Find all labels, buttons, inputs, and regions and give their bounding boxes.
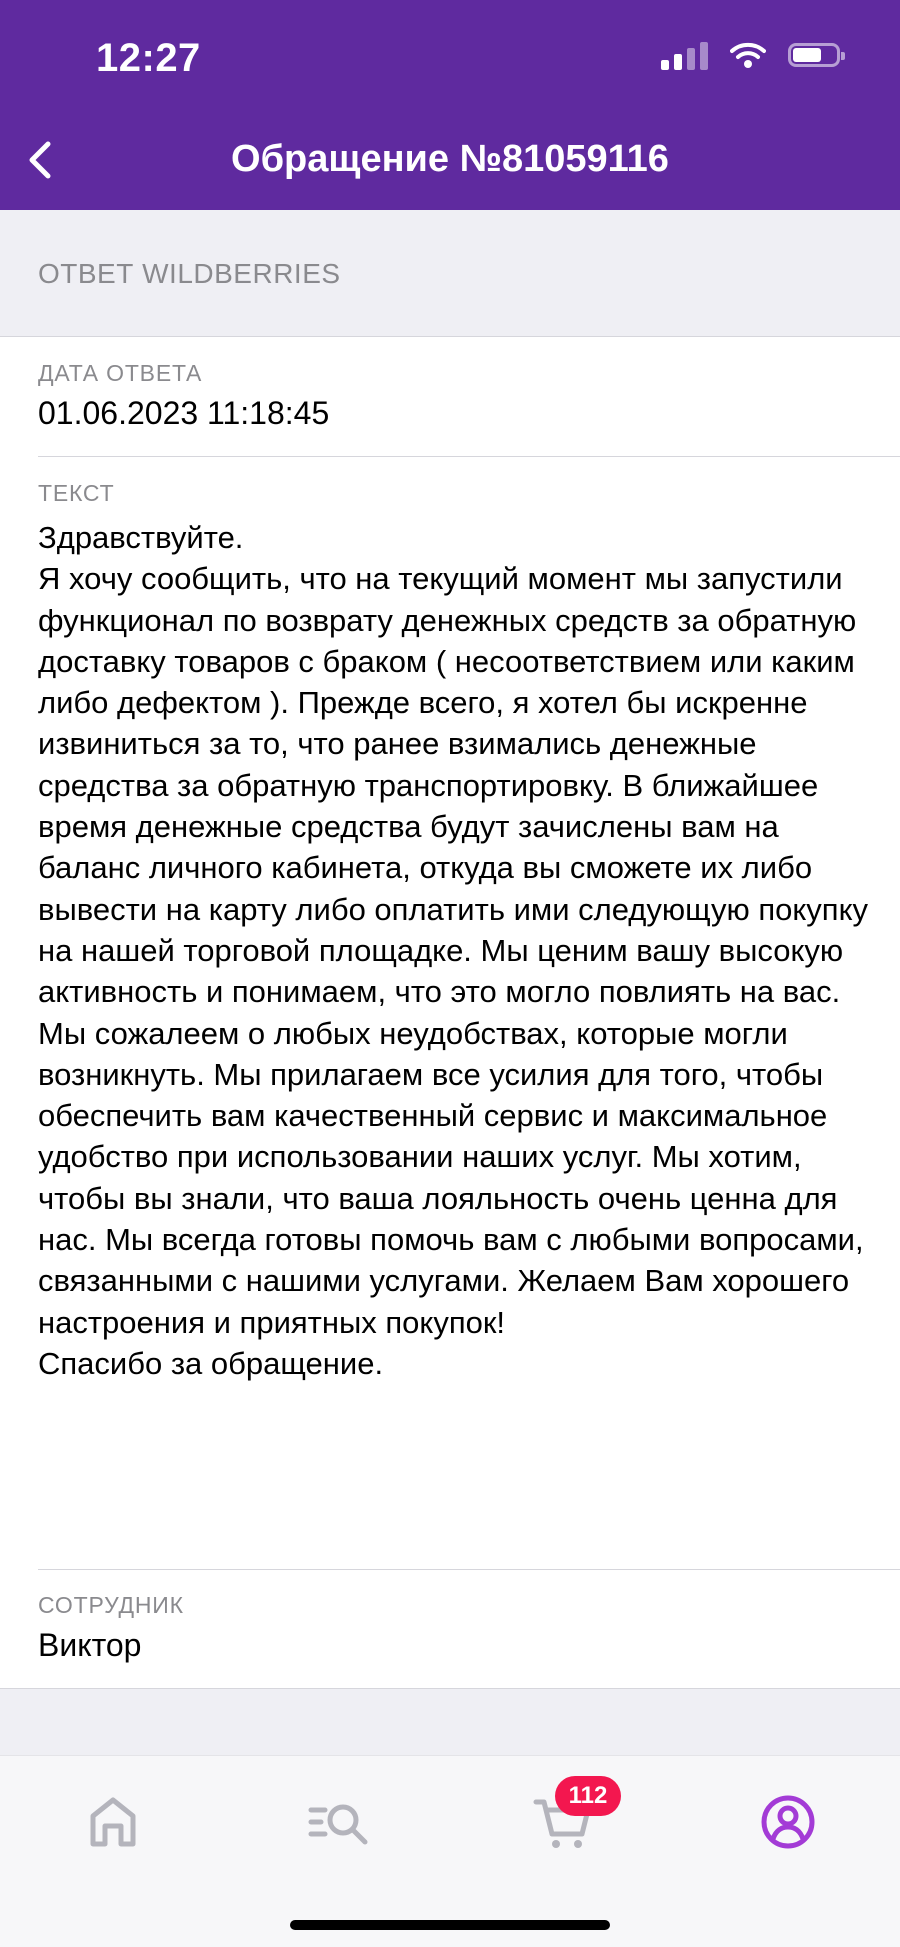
- cart-count-badge: 112: [555, 1776, 621, 1816]
- tab-bar: [0, 1755, 900, 1947]
- message-text-label: ТЕКСТ: [38, 480, 115, 506]
- catalog-search-icon: [303, 1786, 375, 1858]
- home-indicator: [290, 1920, 610, 1930]
- divider: [38, 456, 900, 457]
- answer-details: [0, 337, 900, 1689]
- status-icons: [661, 40, 840, 70]
- section-title: ОТВЕТ WILDBERRIES: [38, 258, 341, 289]
- employee-name: Виктор: [38, 1627, 142, 1663]
- nav-bar: [0, 110, 900, 210]
- answer-date-value: 01.06.2023 11:18:45: [38, 395, 330, 431]
- status-bar: [0, 0, 900, 110]
- wifi-icon: [730, 41, 766, 69]
- employee-field: [38, 1592, 900, 1664]
- cellular-signal-icon: [661, 40, 708, 70]
- tab-catalog[interactable]: [303, 1786, 375, 1858]
- message-text: Здравствуйте. Я хочу сообщить, что на текущий момент мы запустили функционал по возврату денежных средств за обратную доставку товаров с браком ( несоответствием или каким либо дефектом ). Прежде всего, я хотел бы искренне извиниться за то, что ранее взимались денежные средства за обратную транспортировку. В ближайшее время денежные средства будут зачислены вам на баланс личного кабинета, откуда вы сможете их либо вывести на карту либо оплатить ими следующую покупку на нашей торговой площадке. Мы ценим вашу высокую активность и понимаем, что это могло повлиять на вас. Мы сожалеем о любых неудобствах, которые могли возникнуть. Мы прилагаем все усилия для того, чтобы обеспечить вам качественный сервис и максимальное удобство при использовании наших услуг. Мы хотим, чтобы вы знали, что ваша лояльность очень ценна для нас. Мы всегда готовы помочь вам с любыми вопросами, связанными с нашими услугами. Желаем Вам хорошего настроения и приятных покупок! Спасибо за обращение.: [38, 520, 868, 1381]
- employee-label: СОТРУДНИК: [38, 1592, 184, 1618]
- divider: [38, 1569, 900, 1570]
- page-title: Обращение №81059116: [231, 138, 669, 180]
- home-icon: [77, 1786, 149, 1858]
- status-time: 12:27: [96, 36, 201, 80]
- battery-icon: [788, 43, 840, 67]
- profile-icon: [752, 1786, 824, 1858]
- tab-profile[interactable]: [752, 1786, 824, 1858]
- tab-home[interactable]: [77, 1786, 149, 1858]
- section-header: [0, 210, 900, 337]
- message-text-field: [38, 480, 900, 1384]
- answer-date-field: [38, 360, 900, 432]
- answer-date-label: ДАТА ОТВЕТА: [38, 360, 203, 386]
